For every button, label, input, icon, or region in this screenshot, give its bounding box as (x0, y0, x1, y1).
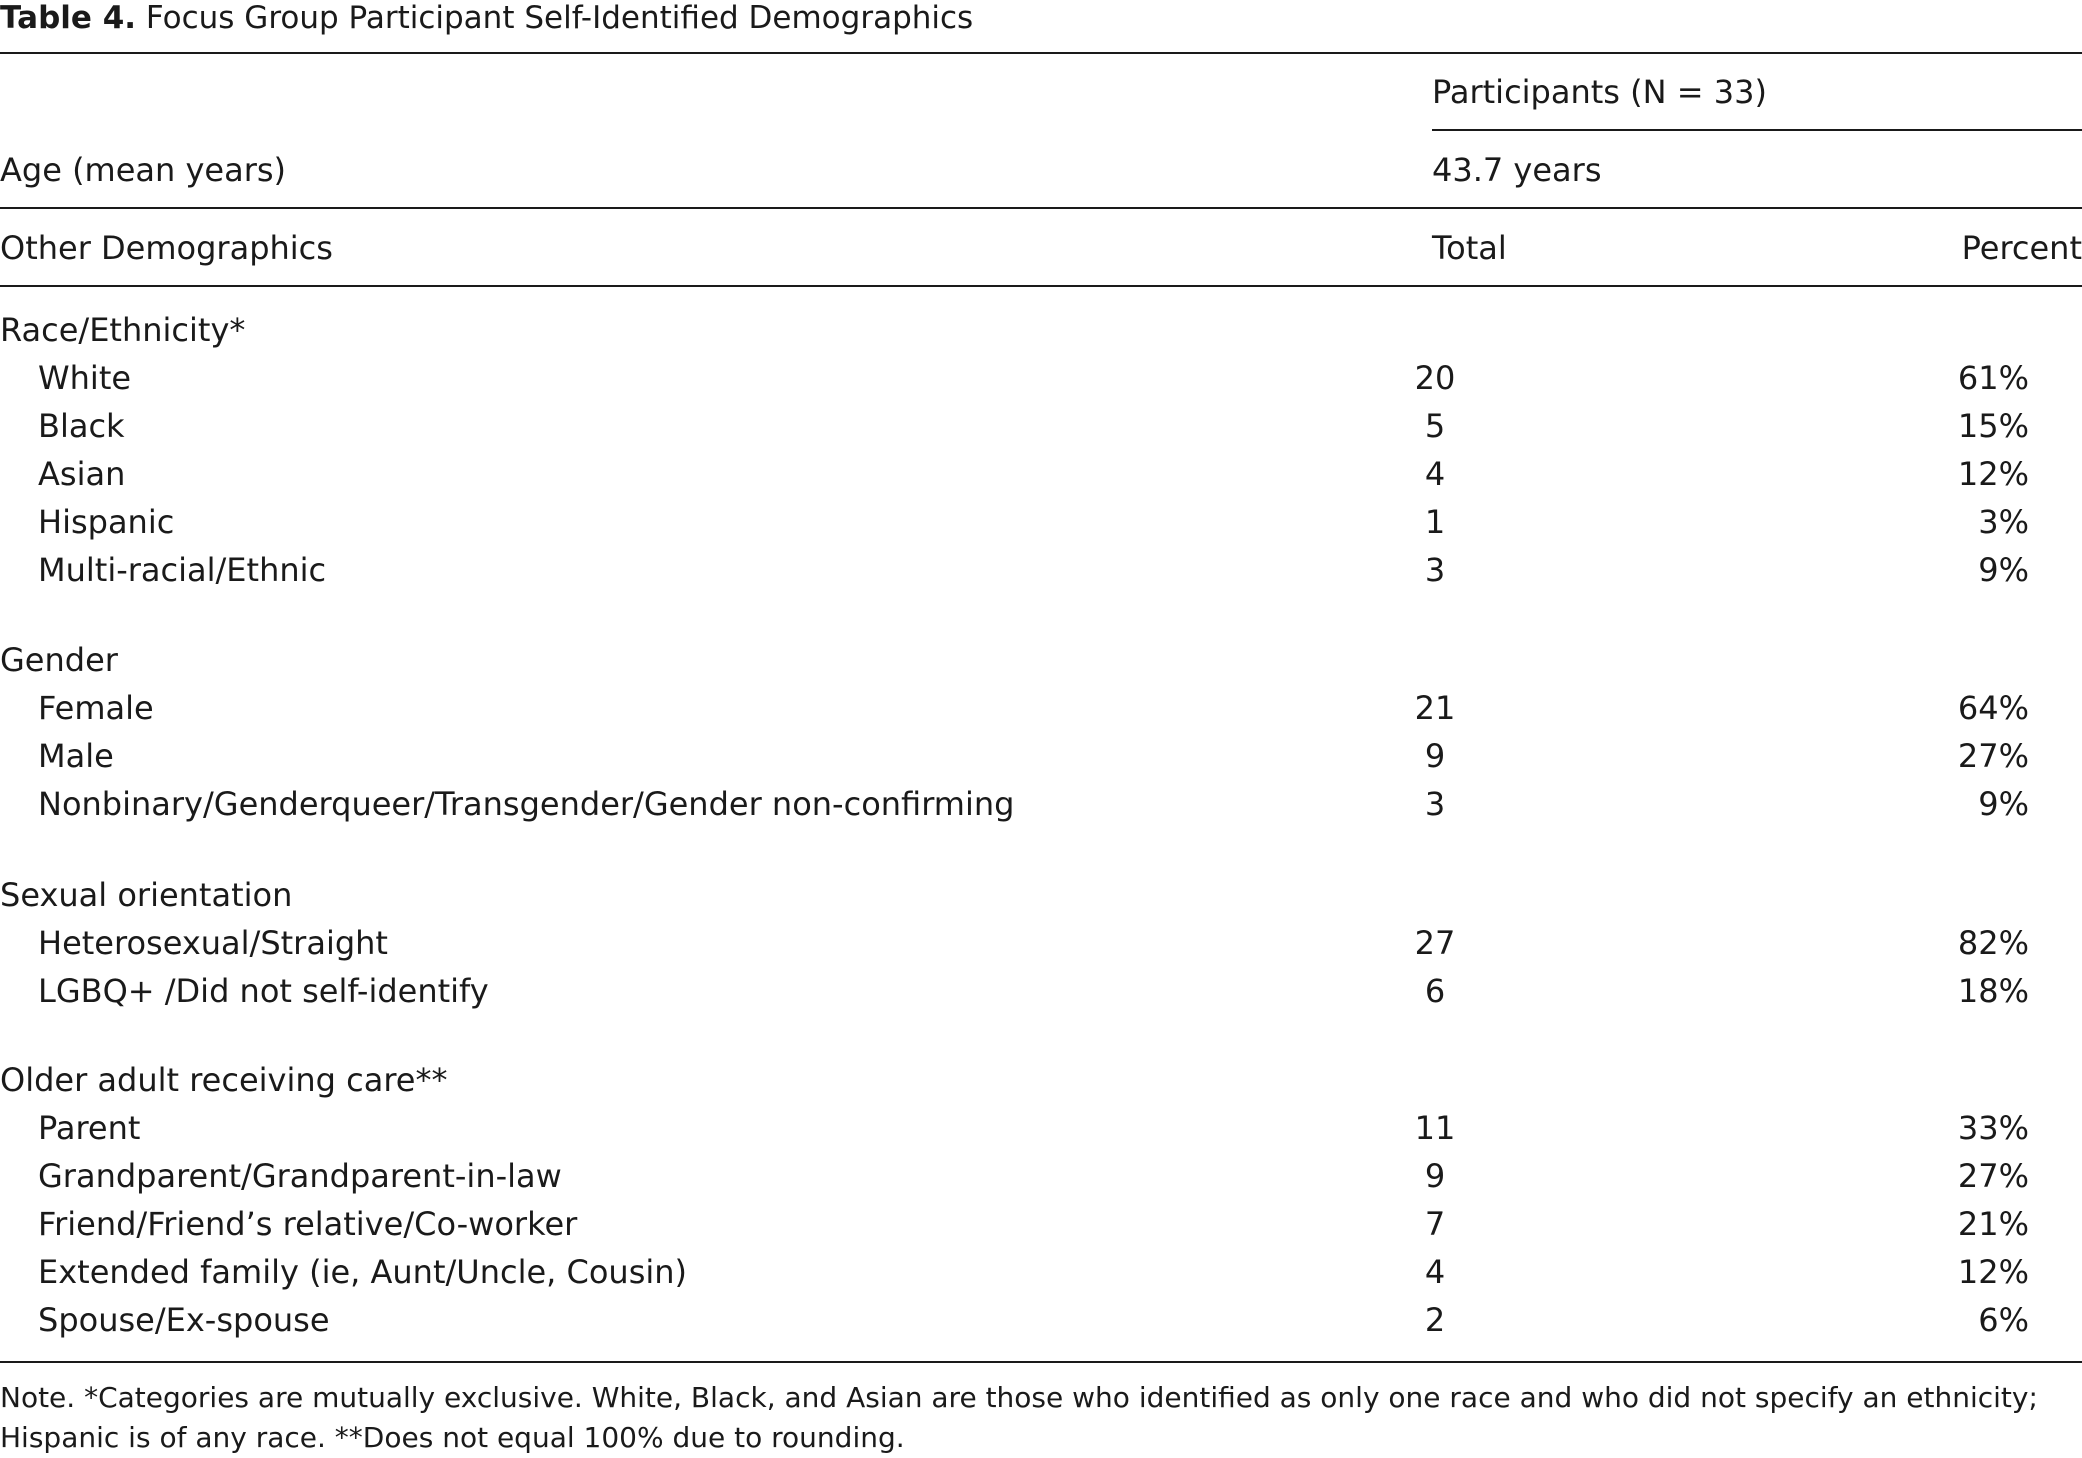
group-title-sexual-orientation: Sexual orientation (0, 876, 293, 914)
table-caption-label: Table 4. (0, 0, 137, 36)
row-total: 3 (1424, 785, 1446, 823)
row-total: 7 (1424, 1205, 1446, 1243)
group-title-older-adult: Older adult receiving care** (0, 1061, 448, 1099)
row-total: 3 (1424, 551, 1446, 589)
bottom-rule (0, 1361, 2082, 1363)
column-header-other: Other Demographics (0, 229, 333, 267)
table-row (0, 734, 2082, 778)
table-row (0, 1298, 2082, 1342)
age-label: Age (mean years) (0, 151, 287, 189)
row-total: 9 (1424, 737, 1446, 775)
group-title-gender: Gender (0, 641, 118, 679)
row-percent: 15% (1957, 407, 2029, 445)
row-label: Parent (38, 1109, 141, 1147)
row-total: 4 (1424, 1253, 1446, 1291)
row-percent: 21% (1957, 1205, 2029, 1243)
table-caption-text: Focus Group Participant Self-Identified Demographics (145, 0, 974, 36)
row-total: 1 (1424, 503, 1446, 541)
age-rule (0, 207, 2082, 209)
row-total: 2 (1424, 1301, 1446, 1339)
participants-header: Participants (N = 33) (1432, 73, 1767, 111)
header-rule (0, 285, 2082, 287)
table-row (0, 921, 2082, 965)
top-rule (0, 52, 2082, 54)
table-row (0, 1106, 2082, 1150)
table-row (0, 548, 2082, 592)
row-label: Heterosexual/Straight (38, 924, 388, 962)
row-total: 9 (1424, 1157, 1446, 1195)
table-row (0, 1202, 2082, 1246)
row-total: 6 (1424, 972, 1446, 1010)
row-label: White (38, 359, 132, 397)
row-label: Friend/Friend’s relative/Co-worker (38, 1205, 578, 1243)
table-note: Note. *Categories are mutually exclusive. White, Black, and Asian are those who identified as only one race and who did not specify an ethnicity; Hispanic is of any race. **Does not equal 100% due to rounding. (0, 1381, 2038, 1454)
table-row (0, 356, 2082, 400)
row-percent: 6% (1978, 1301, 2029, 1339)
row-label: LGBQ+ /Did not self-identify (38, 972, 489, 1010)
row-total: 11 (1414, 1109, 1456, 1147)
column-header-percent: Percent (1961, 229, 2082, 267)
table-row (0, 686, 2082, 730)
row-percent: 33% (1957, 1109, 2029, 1147)
table-row (0, 1250, 2082, 1294)
row-total: 5 (1424, 407, 1446, 445)
row-percent: 9% (1978, 785, 2029, 823)
row-total: 20 (1414, 359, 1456, 397)
row-percent: 9% (1978, 551, 2029, 589)
row-percent: 61% (1957, 359, 2029, 397)
row-total: 4 (1424, 455, 1446, 493)
row-label: Asian (38, 455, 126, 493)
table-row (0, 782, 2082, 826)
row-label: Black (38, 407, 125, 445)
group-title-race: Race/Ethnicity* (0, 311, 246, 349)
column-header-total: Total (1432, 229, 1507, 267)
row-label: Female (38, 689, 154, 727)
table-row (0, 969, 2082, 1013)
row-percent: 27% (1957, 1157, 2029, 1195)
row-label: Grandparent/Grandparent-in-law (38, 1157, 562, 1195)
row-label: Spouse/Ex-spouse (38, 1301, 330, 1339)
row-label: Nonbinary/Genderqueer/Transgender/Gender non-confirming (38, 785, 1015, 823)
row-percent: 27% (1957, 737, 2029, 775)
row-label: Multi-racial/Ethnic (38, 551, 327, 589)
table-row (0, 404, 2082, 448)
table-row (0, 500, 2082, 544)
row-label: Hispanic (38, 503, 175, 541)
row-percent: 12% (1957, 455, 2029, 493)
row-percent: 3% (1978, 503, 2029, 541)
participants-rule (1432, 129, 2082, 131)
row-percent: 12% (1957, 1253, 2029, 1291)
table-caption (0, 0, 973, 36)
row-label: Extended family (ie, Aunt/Uncle, Cousin) (38, 1253, 688, 1291)
row-percent: 64% (1957, 689, 2029, 727)
row-total: 21 (1414, 689, 1456, 727)
row-percent: 18% (1957, 972, 2029, 1010)
table-row (0, 452, 2082, 496)
row-label: Male (38, 737, 114, 775)
row-percent: 82% (1957, 924, 2029, 962)
age-value: 43.7 years (1432, 151, 1602, 189)
table-row (0, 1154, 2082, 1198)
row-total: 27 (1414, 924, 1456, 962)
